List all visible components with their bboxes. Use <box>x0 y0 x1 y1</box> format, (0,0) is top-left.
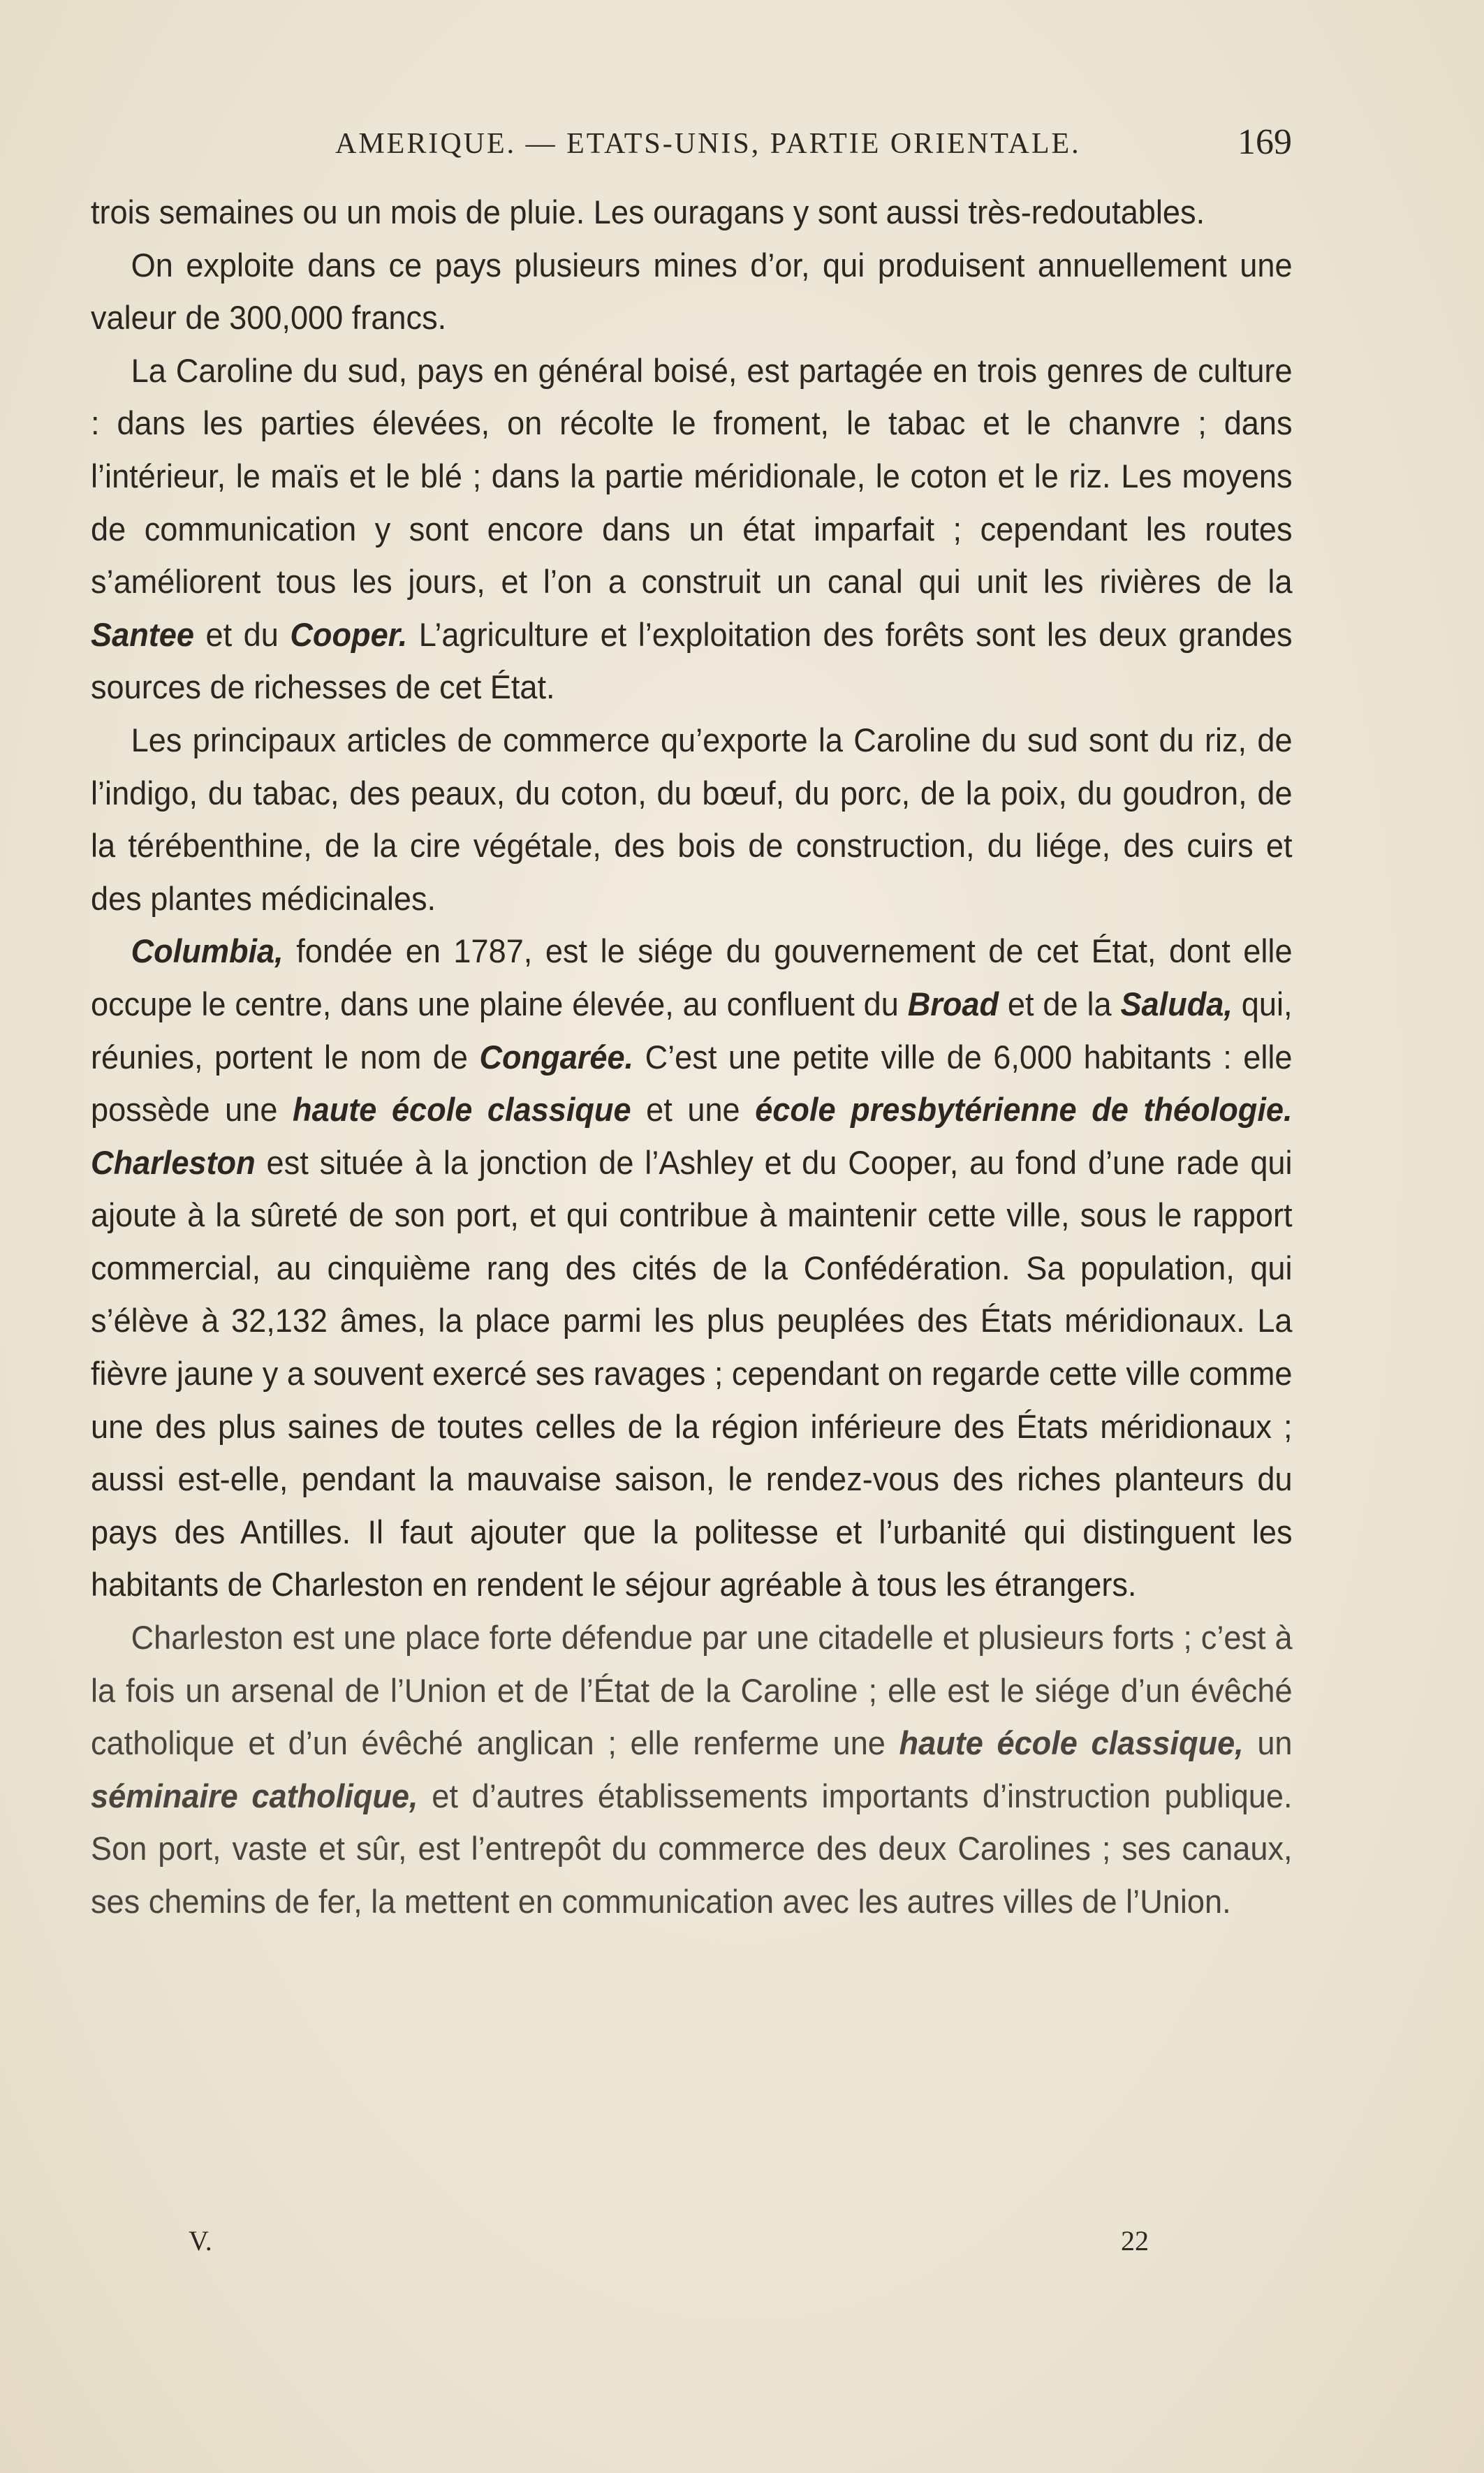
paragraph-1: trois semaines ou un mois de pluie. Les ouragans y sont aussi très-redoutables. <box>91 193 1205 230</box>
place-name-congaree: Congarée. <box>479 1038 634 1076</box>
place-name-broad: Broad <box>907 985 999 1022</box>
paragraph-6-text-e: et d’autres établissements importants d’instruction publique. Son port, vaste et sûr, est l’entrepôt du commerce des deux Carolines ; ses canaux, ses chemins de fer, la mettent en communication avec les autres villes de l’Union. <box>91 1777 1293 1920</box>
paragraph-4: Les principaux articles de commerce qu’exporte la Caroline du sud sont du riz, de l’indigo, du tabac, des peaux, du coton, du bœuf, du porc, de la poix, du goudron, de la térébenthine, de la cire végétale, des bois de construction, du liége, des cuirs et des plantes médicinales. <box>91 721 1293 917</box>
institution-haute-ecole-charleston: haute école classique, <box>899 1724 1244 1762</box>
paragraph-6-text-c: un <box>1243 1724 1293 1762</box>
paragraph-5-text-j: et une <box>631 1091 756 1129</box>
place-name-columbia: Columbia, <box>131 932 284 970</box>
paragraph-5-text-d: et de la <box>999 985 1121 1022</box>
running-title: AMERIQUE. — ETATS-UNIS, PARTIE ORIENTALE. <box>335 128 1081 160</box>
institution-ecole-presbyterienne: école presbytérienne de théologie. <box>755 1091 1293 1129</box>
paragraph-2: On exploite dans ce pays plusieurs mines d’or, qui produisent annuellement une valeur de 300,000 francs. <box>91 246 1293 337</box>
paragraph-5-text-f: qui, réunies, portent le nom de <box>91 985 1293 1076</box>
paragraph-6-text-a: Charleston est une place forte défendue par une citadelle et plusieurs forts ; c’est à la fois un arsenal de l’Union et de l’État de la Caroline ; elle est le siége d’un évêché catholique et d’un évêché anglican ; elle renferme une <box>91 1619 1293 1762</box>
paragraph-5-text-n: est située à la jonction de l’Ashley et du Cooper, au fond d’une rade qui ajoute à la sûreté de son port, et qui contribue à maintenir cette ville, sous le rapport commercial, au cinquième rang des cités de la Confédération. Sa population, qui s’élève à 32,132 âmes, la place parmi les plus peuplées des États méridionaux. La fièvre jaune y a souvent exercé ses ravages ; cependant on regarde cette ville comme une des plus saines de toutes celles de la région inférieure des États méridionaux ; aussi est-elle, pendant la mauvaise saison, le rendez-vous des riches planteurs du pays des Antilles. Il faut ajouter que la politesse et l’urbanité qui distinguent les habitants de Charleston en rendent le séjour agréable à tous les étrangers. <box>91 1143 1293 1604</box>
page-footer <box>91 2224 1292 2266</box>
body-text <box>91 186 1292 1928</box>
institution-haute-ecole: haute école classique <box>293 1091 631 1129</box>
place-name-santee: Santee <box>91 615 194 653</box>
paragraph-3-text-a: La Caroline du sud, pays en général boisé, est partagée en trois genres de culture : dans les parties élevées, on récolte le froment, le tabac et le chanvre ; dans l’intérieur, le maïs et le blé ; dans la partie méridionale, le coton et le riz. Les moyens de communication y sont encore dans un état imparfait ; cependant les routes s’améliorent tous les jours, et l’on a construit un canal qui unit les rivières de la <box>91 351 1293 601</box>
paragraph-3 <box>91 344 1293 714</box>
paragraph-3-text-c: et du <box>193 615 291 653</box>
place-name-charleston: Charleston <box>91 1143 256 1181</box>
page-header <box>91 117 1292 166</box>
paragraph-5-text-h: C’est une petite ville de 6,000 habitants : elle possède une <box>91 1038 1293 1129</box>
paragraph-6 <box>91 1611 1293 1928</box>
sheet-number: 22 <box>1121 2225 1149 2256</box>
signature-mark: V. <box>189 2225 212 2256</box>
paragraph-5 <box>91 925 1293 1611</box>
place-name-saluda: Saluda, <box>1120 985 1233 1022</box>
page-number: 169 <box>1237 122 1292 162</box>
institution-seminaire: séminaire catholique, <box>91 1777 418 1814</box>
paragraph-5-text-b: fondée en 1787, est le siége du gouvernement de cet État, dont elle occupe le centre, dans une plaine élevée, au confluent du <box>91 932 1293 1022</box>
place-name-cooper: Cooper. <box>290 615 408 653</box>
paragraph-3-text-e: L’agriculture et l’exploitation des forêts sont les deux grandes sources de richesses de cet État. <box>91 615 1293 706</box>
